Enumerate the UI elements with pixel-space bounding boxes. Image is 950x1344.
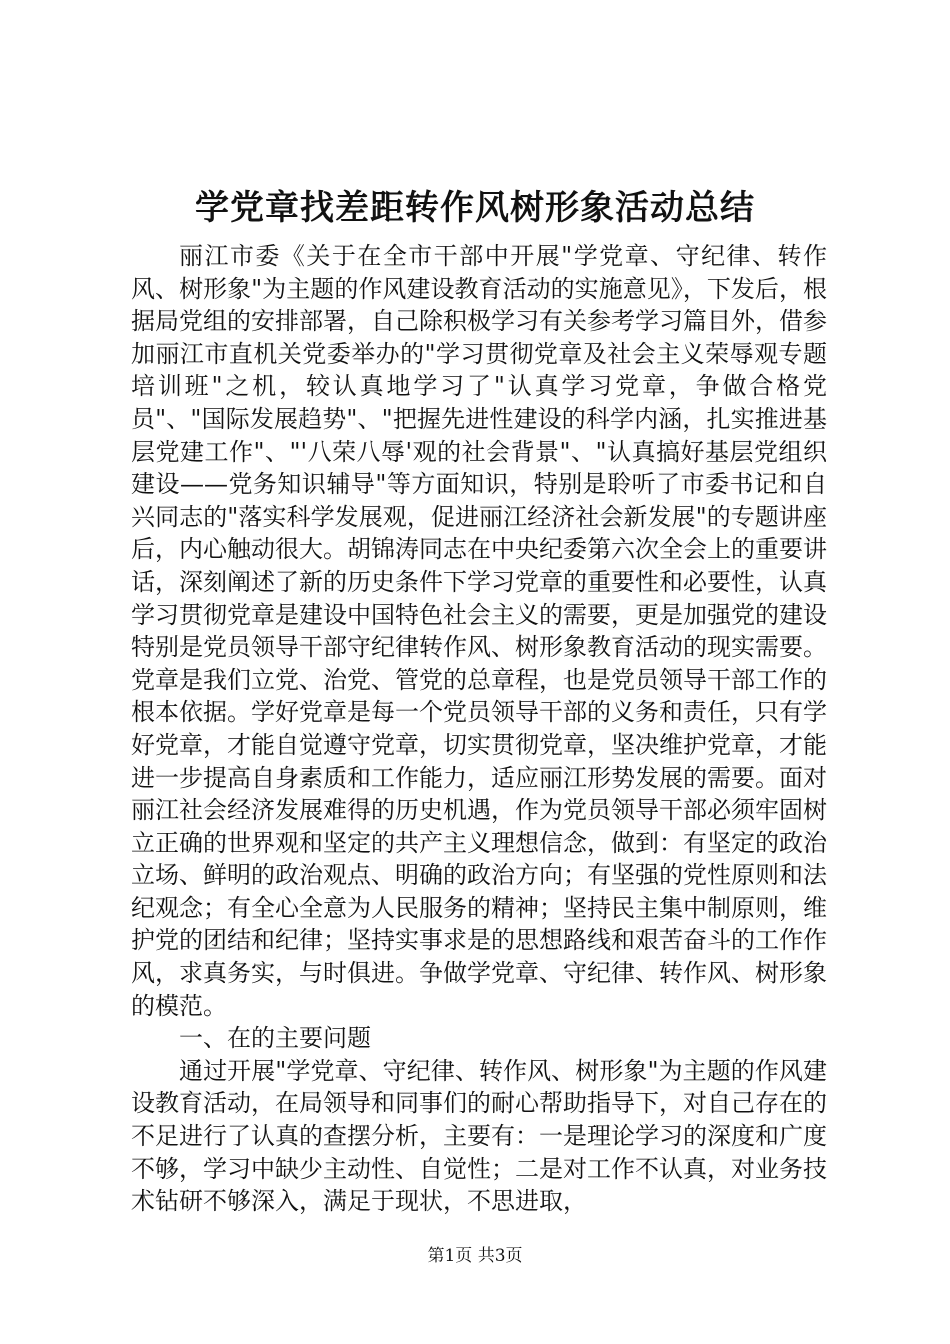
page-total: 共3页 xyxy=(477,1246,523,1266)
section-heading-main-problems: 一、在的主要问题 xyxy=(179,1024,371,1053)
document-title: 学党章找差距转作风树形象活动总结 xyxy=(195,188,755,228)
body-paragraph-intro: 丽江市委《关于在全市干部中开展"学党章、守纪律、转作风、树形象"为主题的作风建设教育活动的实施意见》，下发后，根据局党组的安排部署，自己除积极学习有关参考学习篇目外，借参加丽江市直机关党委举办的"学习贯彻党章及社会主义荣辱观专题培训班"之机，较认真地学习了"认真学习党章，争做合格党员"、"国际发展趋势"、"把握先进性建设的科学内涵，扎实推进基层党建工作"、"'八荣八辱'观的社会背景"、"认真搞好基层党组织建设——党务知识辅导"等方面知识，特别是聆听了市委书记和自兴同志的"落实科学发展观，促进丽江经济社会新发展"的专题讲座后，内心触动很大。胡锦涛同志在中央纪委第六次全会上的重要讲话，深刻阐述了新的历史条件下学习党章的重要性和必要性，认真学习贯彻党章是建设中国特色社会主义的需要，更是加强党的建设特别是党员领导干部守纪律转作风、树形象教育活动的现实需要。党章是我们立党、治党、管党的总章程，也是党员领导干部工作的根本依据。学好党章是每一个党员领导干部的义务和责任，只有学好党章，才能自觉遵守党章，切实贯彻党章，坚决维护党章，才能进一步提高自身素质和工作能力，适应丽江形势发展的需要。面对丽江社会经济发展难得的历史机遇，作为党员领导干部必须牢固树立正确的世界观和坚定的共产主义理想信念，做到：有坚定的政治立场、鲜明的政治观点、明确的政治方向；有坚强的党性原则和法纪观念；有全心全意为人民服务的精神；坚持民主集中制原则，维护党的团结和纪律；坚持实事求是的思想路线和艰苦奋斗的工作作风，求真务实，与时俱进。争做学党章、守纪律、转作风、树形象的模范。 xyxy=(131,242,827,1020)
page-footer xyxy=(0,1244,950,1268)
body-paragraph-problems: 通过开展"学党章、守纪律、转作风、树形象"为主题的作风建设教育活动，在局领导和同事们的耐心帮助指导下，对自己存在的不足进行了认真的查摆分析，主要有：一是理论学习的深度和广度不够，学习中缺少主动性、自觉性；二是对工作不认真，对业务技术钻研不够深入，满足于现状，不思进取， xyxy=(131,1056,827,1216)
document-body xyxy=(131,240,827,1218)
page-number: 第1页 xyxy=(427,1246,473,1266)
